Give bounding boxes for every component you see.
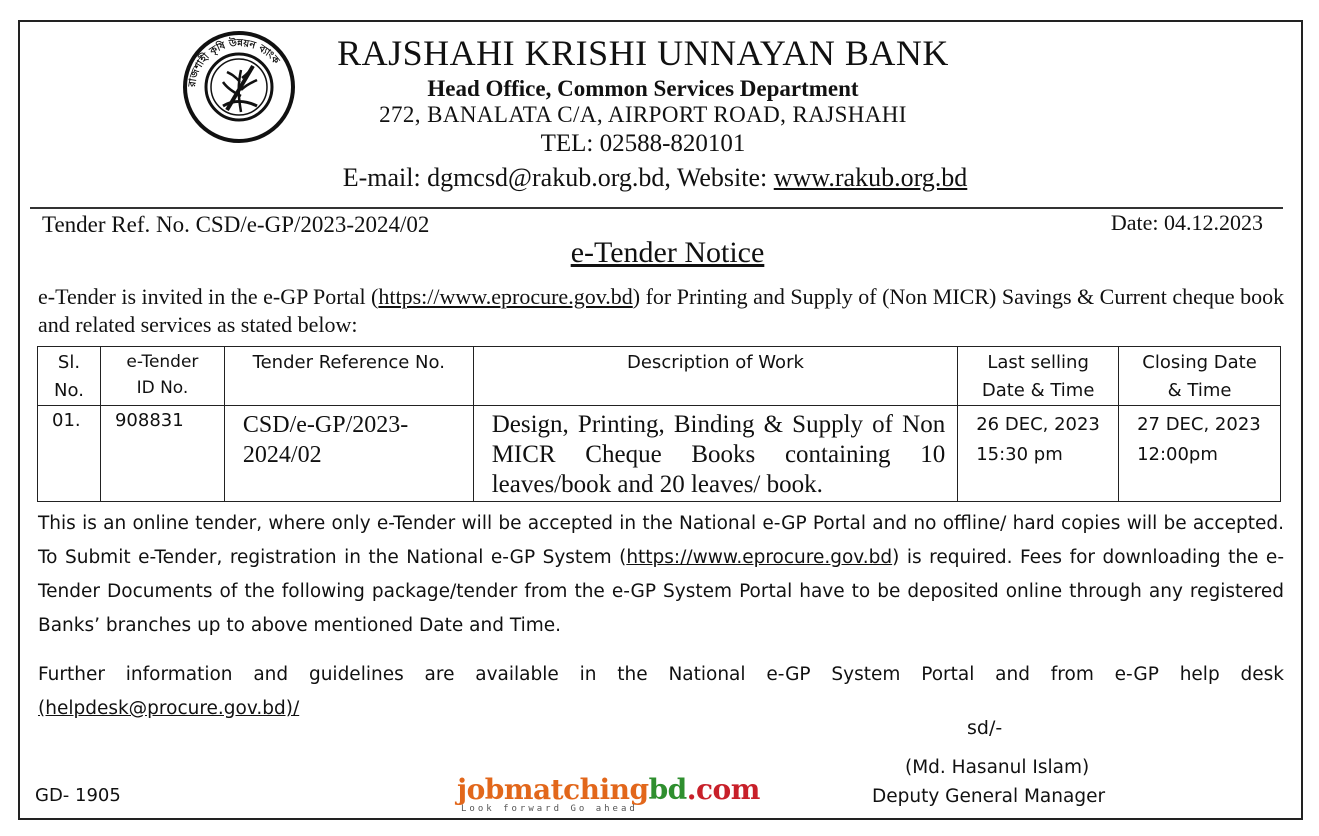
watermark-part3: .com: [686, 773, 760, 806]
bank-name: RAJSHAHI KRISHI UNNAYAN BANK: [337, 33, 949, 73]
email-text: E-mail: dgmcsd@rakub.org.bd, Website:: [342, 163, 774, 192]
eprocure-link[interactable]: https://www.eprocure.gov.bd: [378, 284, 633, 309]
col-closing: Closing Date & Time: [1119, 347, 1281, 406]
cell-sl: 01.: [38, 406, 101, 502]
logo-ring-text: রাজশাহী কৃষি উন্নয়ন ব্যাংক: [186, 37, 282, 88]
tender-table: [37, 346, 1281, 502]
col-tender-ref: Tender Reference No.: [224, 347, 473, 406]
watermark-part2: bd: [648, 773, 687, 806]
cell-tender-ref: CSD/e-GP/2023- 2024/02: [224, 406, 473, 502]
cell-description: Design, Printing, Binding & Supply of Non MICR Cheque Books containing 10 leaves/book and 20 leaves/ book.: [473, 406, 958, 502]
office-name: Head Office, Common Services Department: [427, 76, 859, 101]
watermark-logo: [457, 773, 760, 815]
office-address: 272, BANALATA C/A, AIRPORT ROAD, RAJSHAHI: [379, 102, 907, 127]
header-divider: [30, 207, 1283, 209]
table-header-row: [38, 347, 1281, 406]
intro-paragraph: e-Tender is invited in the e-GP Portal (https://www.eprocure.gov.bd) for Printing and Supply of (Non MICR) Savings & Current cheque book and related services as stated below:: [38, 284, 1285, 337]
col-etender-id: e-Tender ID No.: [100, 347, 224, 406]
gd-number: GD- 1905: [35, 785, 121, 806]
helpdesk-email-link[interactable]: (helpdesk@procure.gov.bd)/: [38, 698, 300, 719]
notice-date: Date: 04.12.2023: [1110, 210, 1263, 235]
signatory-designation: Deputy General Manager: [872, 786, 1106, 807]
col-last-selling: Last selling Date & Time: [958, 347, 1119, 406]
col-sl: Sl. No.: [38, 347, 101, 406]
tender-ref-number: Tender Ref. No. CSD/e-GP/2023-2024/02: [42, 212, 430, 237]
cell-etender-id: 908831: [100, 406, 224, 502]
cell-closing: 27 DEC, 2023 12:00pm: [1119, 406, 1281, 502]
table-row: [38, 406, 1281, 502]
website-link[interactable]: www.rakub.org.bd: [773, 163, 968, 192]
eprocure-link-2[interactable]: https://www.eprocure.gov.bd: [626, 547, 893, 568]
watermark-tagline: Look forward Go ahead: [461, 804, 638, 814]
signatory-name: (Md. Hasanul Islam): [905, 757, 1090, 778]
further-info-paragraph: Further information and guidelines are available in the National e-GP System Portal and from e-GP help desk (helpdesk@procure.gov.bd)/: [38, 664, 1284, 719]
online-tender-paragraph: This is an online tender, where only e-Tender will be accepted in the National e-GP Portal and no offline/ hard copies will be accepted. To Submit e-Tender, registration in the National e-GP System (https://www.eprocure.gov.bd) is required. Fees for downloading the e-Tender Documents of the following package/tender from the e-GP System Portal have to be deposited online through any registered Banks’ branches up to above mentioned Date and Time.: [38, 513, 1284, 636]
cell-last-selling: 26 DEC, 2023 15:30 pm: [958, 406, 1119, 502]
contact-line: [290, 163, 1020, 193]
col-description: Description of Work: [473, 347, 958, 406]
office-telephone: TEL: 02588-820101: [540, 130, 746, 157]
watermark-part1: jobmatching: [457, 773, 649, 806]
signature-mark: sd/-: [967, 717, 1003, 739]
bank-logo-emblem: [181, 30, 297, 144]
notice-title: e-Tender Notice: [570, 236, 765, 269]
